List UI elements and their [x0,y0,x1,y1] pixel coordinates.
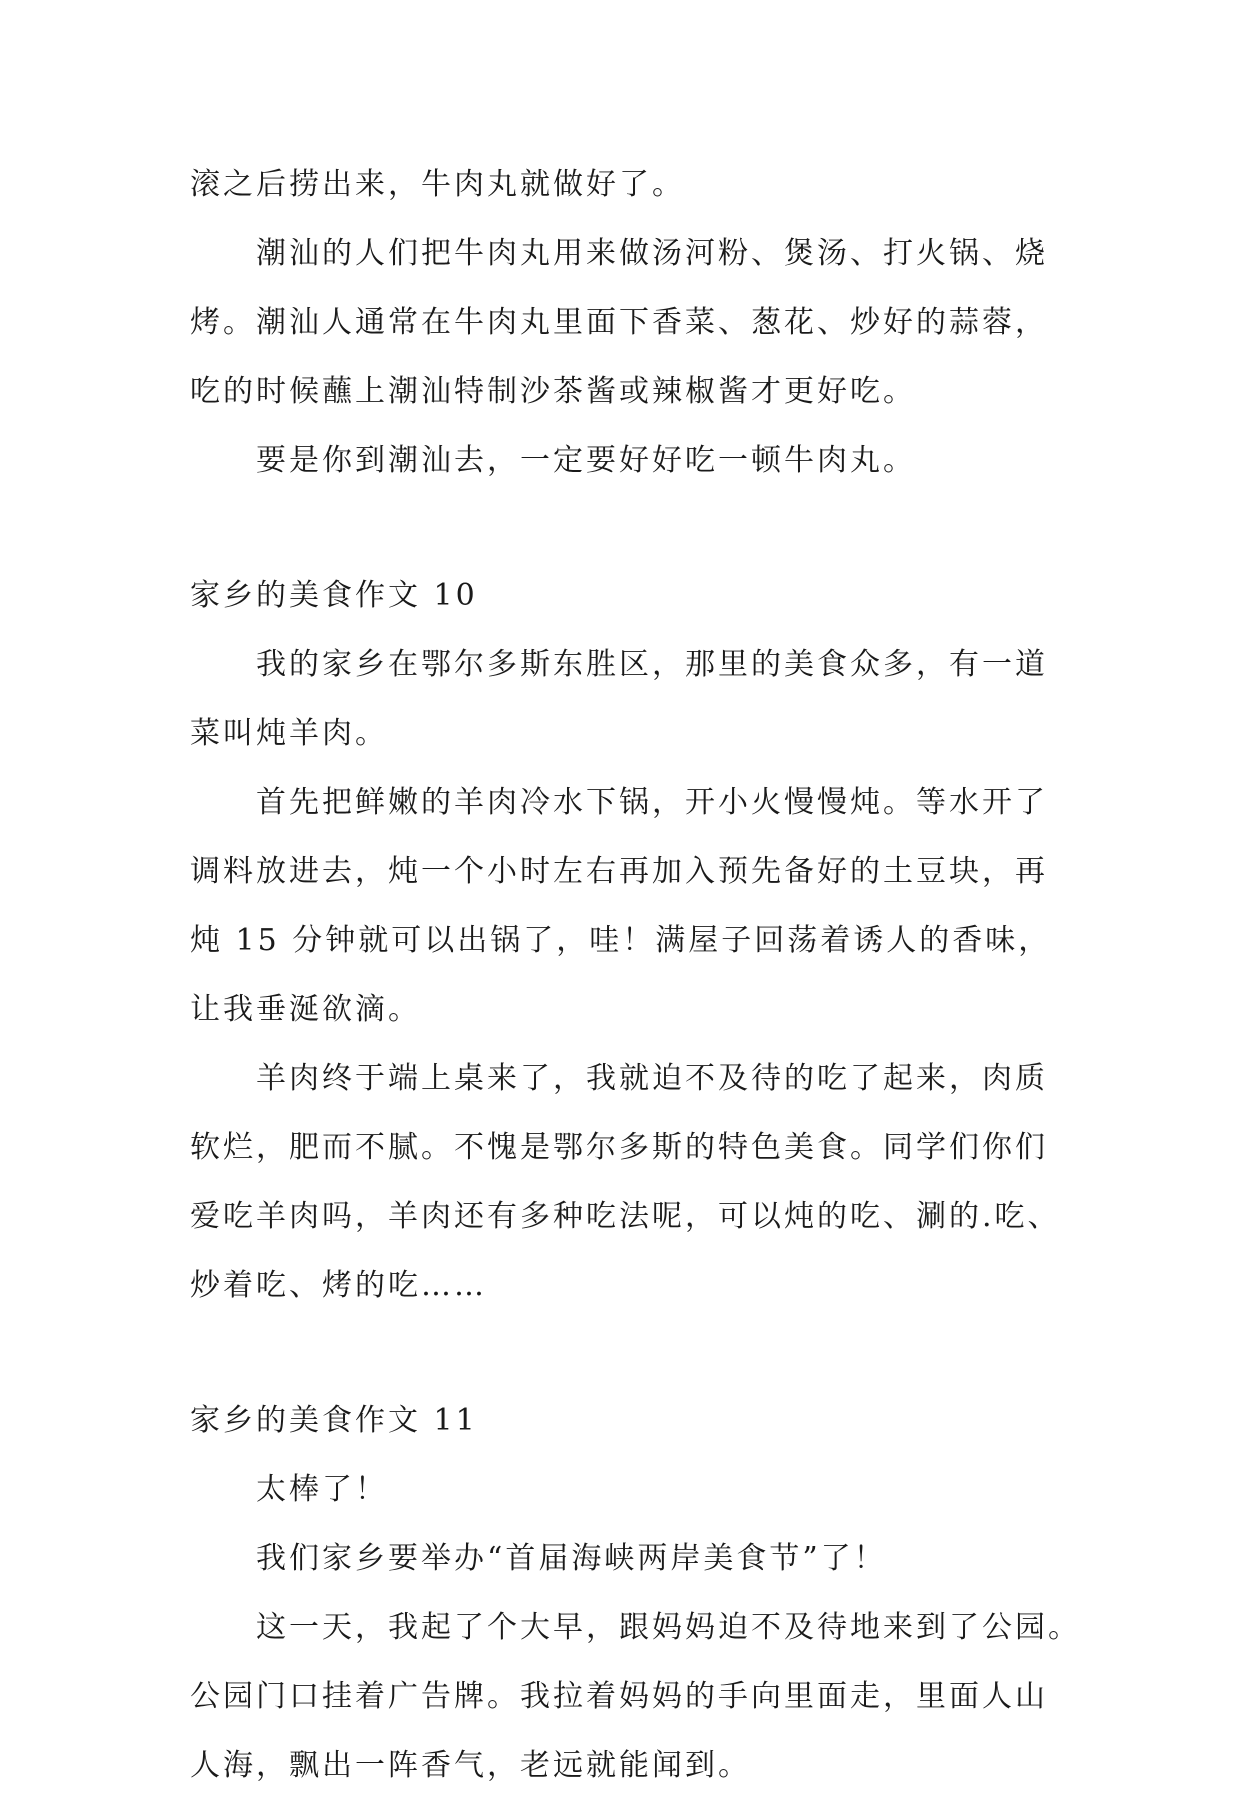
paragraph-line: 爱吃羊肉吗，羊肉还有多种吃法呢，可以炖的吃、涮的.吃、 [190,1199,1061,1234]
paragraph-line: 菜叫炖羊肉。 [190,716,388,751]
paragraph-line: 吃的时候蘸上潮汕特制沙茶酱或辣椒酱才更好吃。 [190,374,916,409]
paragraph-line: 这一天，我起了个大早，跟妈妈迫不及待地来到了公园。 [256,1610,1081,1645]
section-gap [190,1325,1090,1391]
paragraph-line: 炖 15 分钟就可以出锅了，哇！满屋子回荡着诱人的香味， [190,923,1052,958]
section-gap [190,500,1090,566]
paragraph-line: 烤。潮汕人通常在牛肉丸里面下香菜、葱花、炒好的蒜蓉， [190,305,1048,340]
paragraph-line: 公园门口挂着广告牌。我拉着妈妈的手向里面走，里面人山 [190,1679,1048,1714]
paragraph-line: 潮汕的人们把牛肉丸用来做汤河粉、煲汤、打火锅、烧 [256,236,1048,271]
paragraph-line: 我的家乡在鄂尔多斯东胜区，那里的美食众多，有一道 [256,647,1048,682]
paragraph-line: 太棒了！ [256,1472,388,1507]
paragraph-line: 我们家乡要举办“首届海峡两岸美食节”了！ [256,1541,887,1576]
paragraph-line: 首先把鲜嫩的羊肉冷水下锅，开小火慢慢炖。等水开了 [256,785,1048,820]
paragraph-line: 调料放进去，炖一个小时左右再加入预先备好的土豆块，再 [190,854,1048,889]
paragraph-line: 软烂，肥而不腻。不愧是鄂尔多斯的特色美食。同学们你们 [190,1130,1048,1165]
section-title: 家乡的美食作文 11 [190,1403,478,1438]
paragraph-line: 让我垂涎欲滴。 [190,992,421,1027]
paragraph-line: 炒着吃、烤的吃…… [190,1268,487,1303]
paragraph-line: 要是你到潮汕去，一定要好好吃一顿牛肉丸。 [256,443,916,478]
document-page [190,155,1090,1805]
section-title: 家乡的美食作文 10 [190,578,478,613]
paragraph-line: 羊肉终于端上桌来了，我就迫不及待的吃了起来，肉质 [256,1061,1048,1096]
paragraph-line: 滚之后捞出来，牛肉丸就做好了。 [190,167,685,202]
paragraph-line: 人海，飘出一阵香气，老远就能闻到。 [190,1748,751,1783]
